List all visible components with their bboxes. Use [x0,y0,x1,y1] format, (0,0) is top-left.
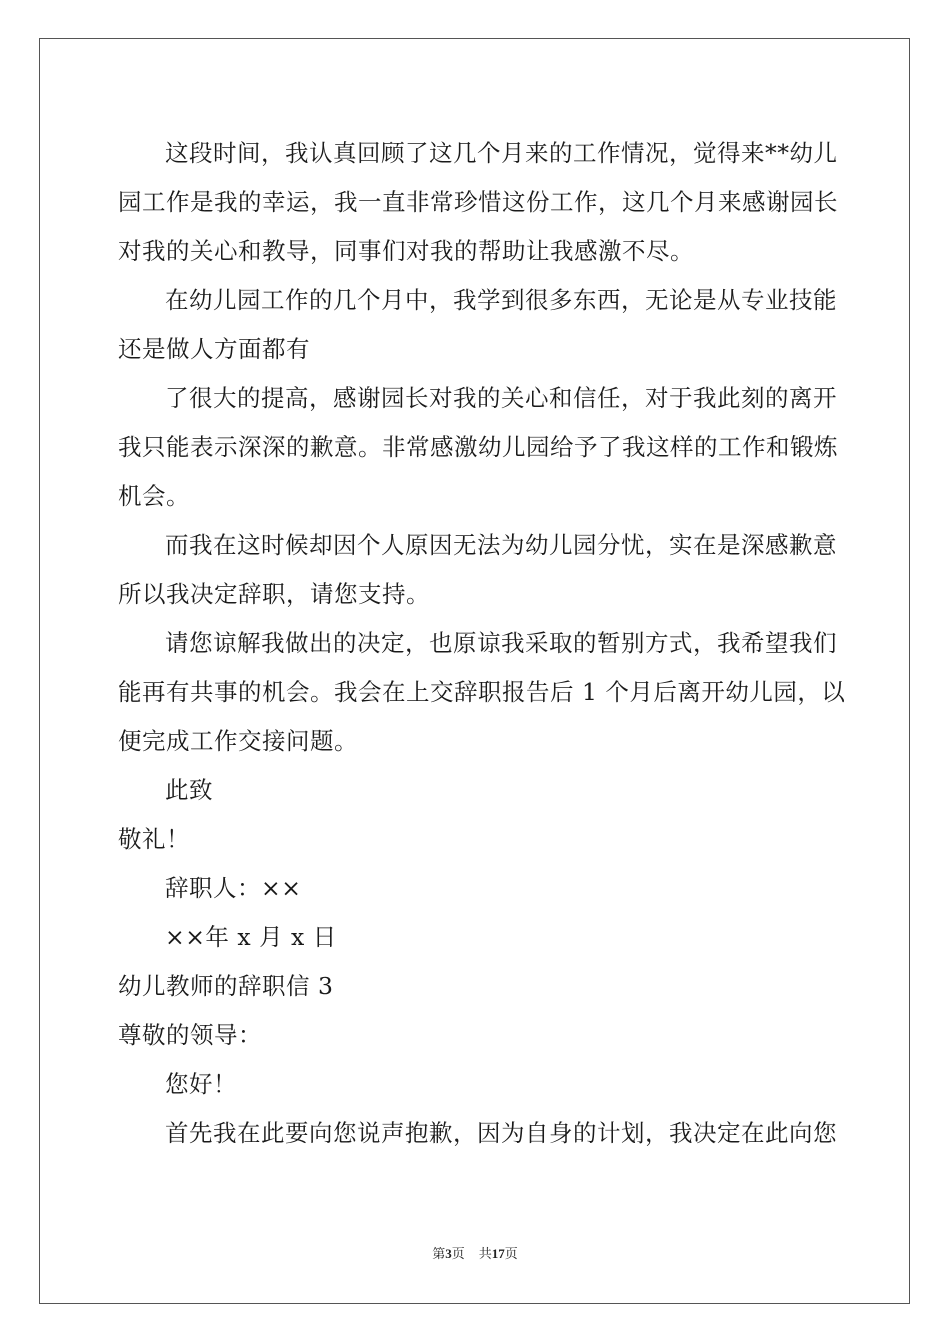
text-line: 了很大的提高，感谢园长对我的关心和信任，对于我此刻的离开 [165,384,837,412]
text-line: 这段时间，我认真回顾了这几个月来的工作情况，觉得来**幼儿 [165,139,838,167]
text-line: 在幼儿园工作的几个月中，我学到很多东西，无论是从专业技能 [165,286,837,314]
signature-line: 辞职人：×× [165,874,302,902]
text-line: 还是做人方面都有 [118,335,310,363]
total-prefix: 共 [478,1246,492,1261]
total-suffix: 页 [504,1246,518,1261]
date-line: ××年 x 月 x 日 [165,923,337,951]
text-line: 机会。 [118,482,190,510]
text-line: 园工作是我的幸运，我一直非常珍惜这份工作，这几个月来感谢园长 [118,188,838,216]
closing-respect: 敬礼！ [118,825,190,853]
text-line: 而我在这时候却因个人原因无法为幼儿园分忧，实在是深感歉意 [165,531,837,559]
text-line: 便完成工作交接问题。 [118,727,358,755]
text-line: 我只能表示深深的歉意。非常感激幼儿园给予了我这样的工作和锻炼 [118,433,838,461]
section-heading: 幼儿教师的辞职信 3 [118,972,334,1000]
closing-salutation: 此致 [165,776,213,804]
text-line: 首先我在此要向您说声抱歉，因为自身的计划，我决定在此向您 [165,1119,837,1147]
document-body [118,129,846,1158]
total-pages-number: 17 [491,1246,505,1261]
current-page-number: 3 [445,1246,452,1261]
text-line: 对我的关心和教导，同事们对我的帮助让我感激不尽。 [118,237,694,265]
page-number [432,1246,465,1261]
text-line: 请您谅解我做出的决定，也原谅我采取的暂别方式，我希望我们 [165,629,837,657]
page-prefix: 第 [432,1246,446,1261]
text-line: 所以我决定辞职，请您支持。 [118,580,430,608]
letter-salutation: 尊敬的领导： [118,1021,262,1049]
page-suffix: 页 [451,1246,465,1261]
total-pages [479,1246,518,1261]
page-footer [0,1246,950,1262]
greeting-line: 您好！ [165,1070,237,1098]
text-line: 能再有共事的机会。我会在上交辞职报告后 1 个月后离开幼儿园，以 [118,678,846,706]
